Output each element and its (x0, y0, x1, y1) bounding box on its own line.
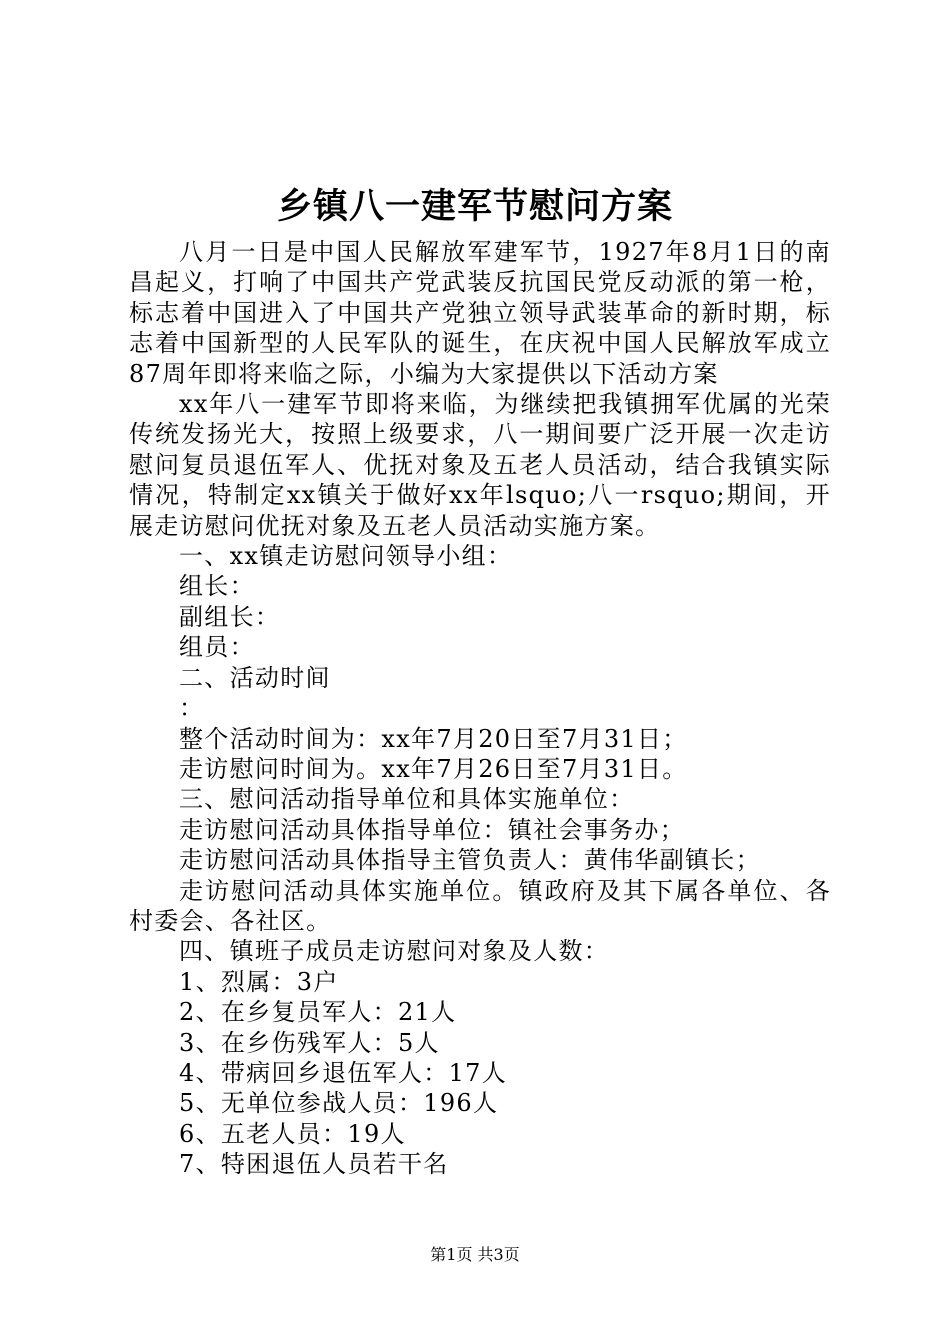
group-members-line: 组员： (179, 633, 255, 662)
overall-time-line: 整个活动时间为：xx年7月20日至7月31日； (179, 724, 688, 753)
deputy-leader-line: 副组长： (179, 602, 281, 631)
list-item: 5、无单位参战人员：196人 (179, 1089, 499, 1118)
document-body (129, 237, 831, 1180)
page-footer: 第1页 共3页 (430, 1245, 520, 1264)
group-leader-line: 组长： (179, 572, 255, 601)
section1-heading: 一、xx镇走访慰问领导小组： (179, 542, 513, 571)
guide-unit-line: 走访慰问活动具体指导单位：镇社会事务办； (179, 815, 685, 844)
section2-colon: ： (179, 694, 205, 723)
visit-time-line: 走访慰问时间为。xx年7月26日至7月31日。 (179, 754, 688, 783)
intro-paragraph: 八月一日是中国人民解放军建军节，1927年8月1日的南昌起义，打响了中国共产党武装反抗国民党反动派的第一枪，标志着中国进入了中国共产党独立领导武装革命的新时期，标志着中国新型的人民军队的诞生，在庆祝中国人民解放军成立87周年即将来临之际，小编为大家提供以下活动方案 (129, 238, 831, 388)
list-item: 7、特困退伍人员若干名 (179, 1150, 449, 1179)
purpose-paragraph: xx年八一建军节即将来临，为继续把我镇拥军优属的光荣传统发扬光大，按照上级要求，八一期间要广泛开展一次走访慰问复员退伍军人、优抚对象及五老人员活动，结合我镇实际情况，特制定xx镇关于做好xx年lsquo;八一rsquo;期间，开展走访慰问优抚对象及五老人员活动实施方案。 (129, 390, 831, 540)
document-title: 乡镇八一建军节慰问方案 (276, 186, 673, 227)
list-item: 3、在乡伤残军人：5人 (179, 1028, 440, 1057)
list-item: 4、带病回乡退伍军人：17人 (179, 1058, 508, 1087)
list-item: 1、烈属：3户 (179, 967, 339, 996)
implement-unit-paragraph: 走访慰问活动具体实施单位。镇政府及其下属各单位、各村委会、各社区。 (129, 876, 831, 935)
section2-heading: 二、活动时间 (179, 663, 331, 692)
guide-person-line: 走访慰问活动具体指导主管负责人：黄伟华副镇长； (179, 846, 761, 875)
list-item: 6、五老人员：19人 (179, 1119, 406, 1148)
section4-heading: 四、镇班子成员走访慰问对象及人数： (179, 937, 610, 966)
list-item: 2、在乡复员军人：21人 (179, 998, 457, 1027)
section3-heading: 三、慰问活动指导单位和具体实施单位： (179, 785, 635, 814)
